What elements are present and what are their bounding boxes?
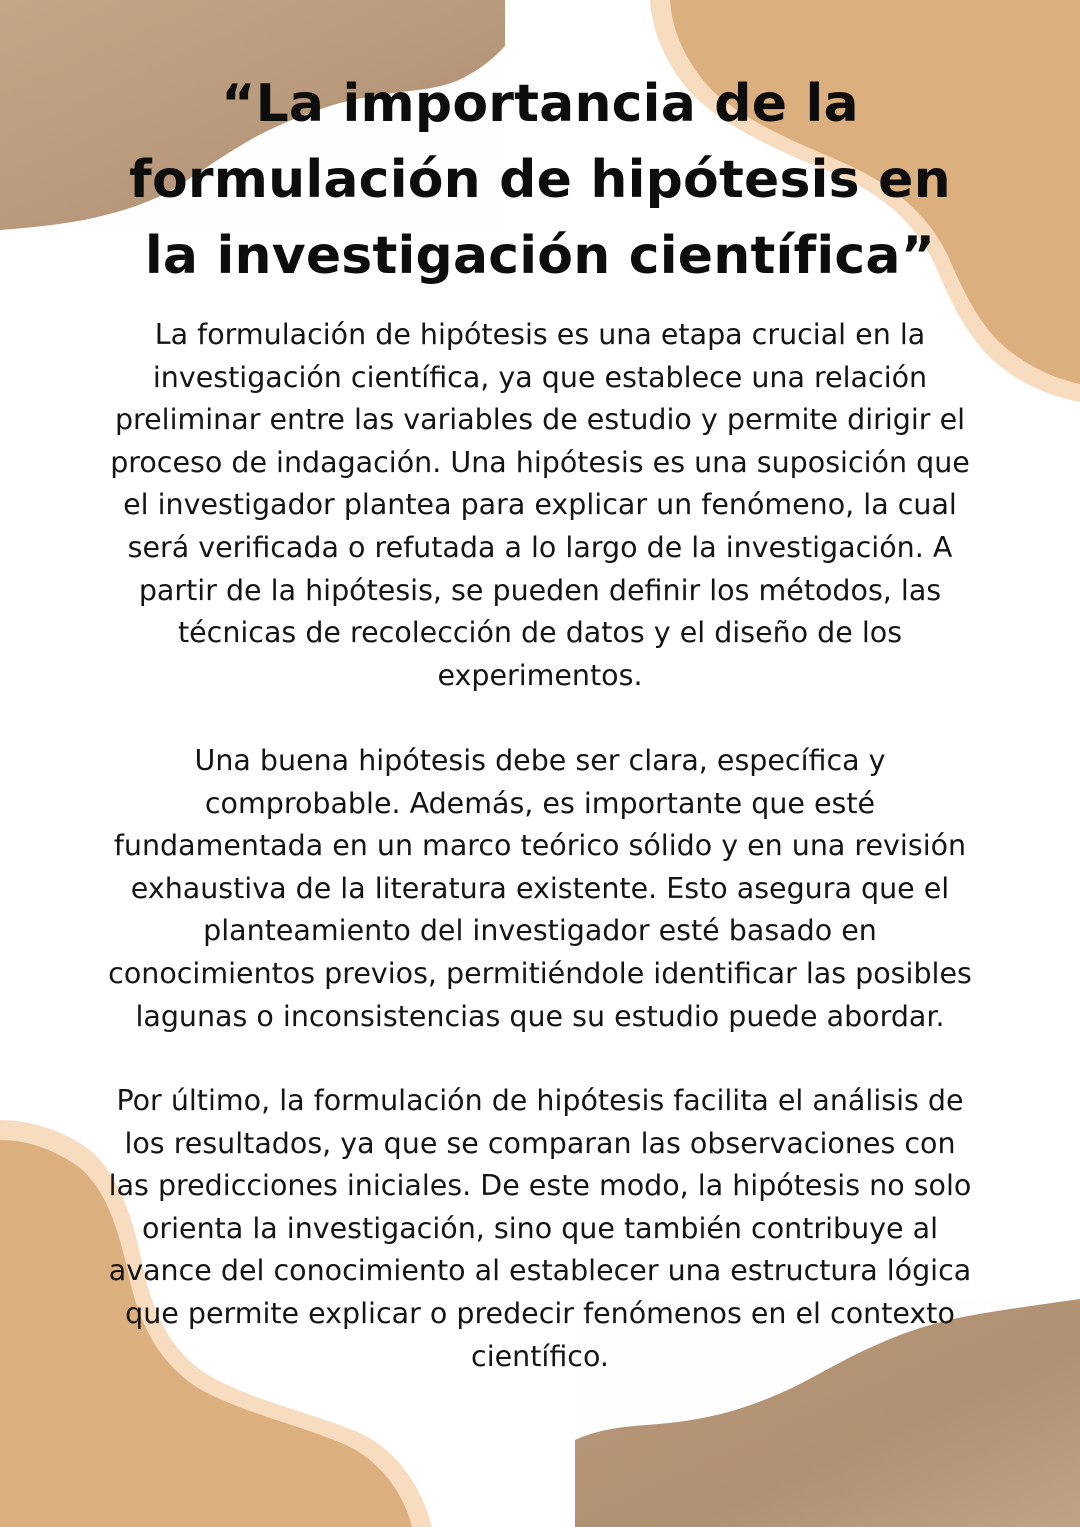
- paragraph-3: Por último, la formulación de hipótesis facilita el análisis de los resultados, ya que se comparan las observaciones con las predicciones iniciales. De este modo, la hipótesis no solo orienta la investigación, sino que también contribuye al avance del conocimiento al establecer una estructura lógica que permite explicar o predecir fenómenos en el contexto científico.: [108, 1084, 972, 1373]
- paragraph-1: La formulación de hipótesis es una etapa crucial en la investigación científica, ya que establece una relación preliminar entre las variables de estudio y permite dirigir el proceso de indagación. Una hipótesis es una suposición que el investigador plantea para explicar un fenómeno, la cual será verificada o refutada a lo largo de la investigación. A partir de la hipótesis, se pueden definir los métodos, las técnicas de recolección de datos y el diseño de los experimentos.: [110, 318, 970, 692]
- page-title: “La importancia de la formulación de hipótesis en la investigación científica”: [129, 74, 951, 286]
- paragraph-2: Una buena hipótesis debe ser clara, específica y comprobable. Además, es importante que esté fundamentada en un marco teórico sólido y en una revisión exhaustiva de la literatura existente. Esto asegura que el planteamiento del investigador esté basado en conocimientos previos, permitiéndole identificar las posibles lagunas o inconsistencias que su estudio puede abordar.: [108, 744, 972, 1033]
